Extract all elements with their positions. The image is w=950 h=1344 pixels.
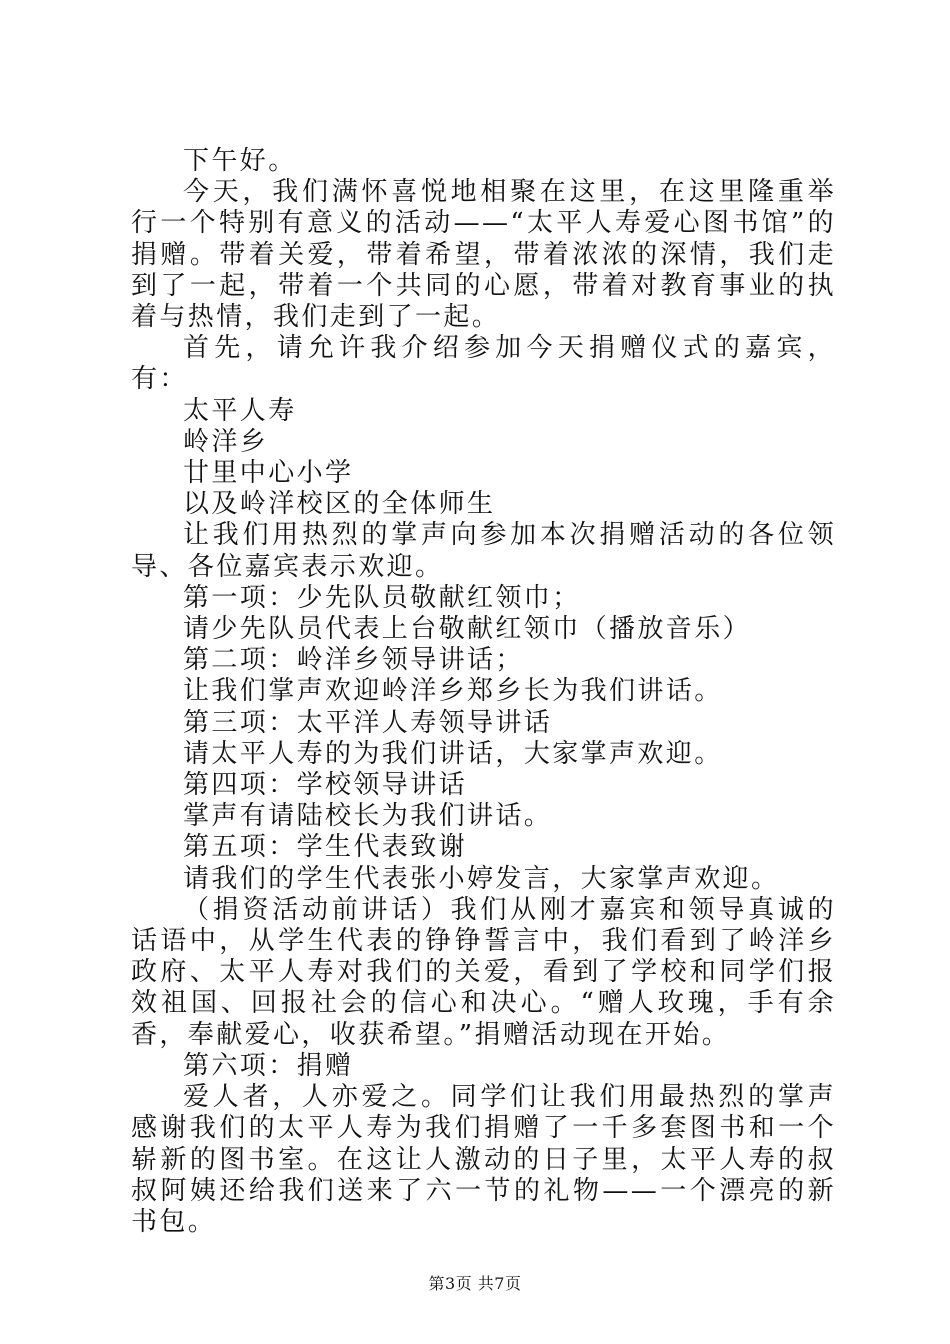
agenda-item-3-detail: 请太平人寿的为我们讲话，大家掌声欢迎。 xyxy=(183,738,723,769)
agenda-item-2: 第二项：岭洋乡领导讲话； xyxy=(183,645,524,676)
agenda-item-5: 第五项：学生代表致谢 xyxy=(183,832,468,863)
paragraph-pre-donation-speech: （捐资活动前讲话）我们从刚才嘉宾和领导真诚的话语中，从学生代表的铮铮誓言中，我们看到了岭洋乡政府、太平人寿对我们的关爱，看到了学校和同学们报效祖国、回报社会的信心和决心。“赠人玫瑰，手有余香，奉献爱心，收获希望。”捐赠活动现在开始。 xyxy=(131,894,836,1050)
agenda-item-5-detail: 请我们的学生代表张小婷发言，大家掌声欢迎。 xyxy=(183,863,780,894)
agenda-item-1-detail: 请少先队员代表上台敬献红领巾（播放音乐） xyxy=(183,614,752,645)
agenda-item-3: 第三项：太平洋人寿领导讲话 xyxy=(183,707,553,738)
guest-lingyang-campus: 以及岭洋校区的全体师生 xyxy=(183,489,496,520)
agenda-item-4: 第四项：学校领导讲话 xyxy=(183,770,468,801)
guest-taiping-life: 太平人寿 xyxy=(183,395,297,426)
agenda-item-4-detail: 掌声有请陆校长为我们讲话。 xyxy=(183,801,553,832)
paragraph-welcome: 让我们用热烈的掌声向参加本次捐赠活动的各位领导、各位嘉宾表示欢迎。 xyxy=(131,520,836,582)
document-body xyxy=(131,146,836,1238)
agenda-item-1: 第一项：少先队员敬献红领巾； xyxy=(183,582,581,613)
guest-lingyang-township: 岭洋乡 xyxy=(183,426,269,457)
paragraph-guest-intro: 首先，请允许我介绍参加今天捐赠仪式的嘉宾，有： xyxy=(131,333,836,395)
guest-nianli-school: 廿里中心小学 xyxy=(183,458,354,489)
paragraph-donation-thanks: 爱人者，人亦爱之。同学们让我们用最热烈的掌声感谢我们的太平人寿为我们捐赠了一千多套图书和一个崭新的图书室。在这让人激动的日子里，太平人寿的叔叔阿姨还给我们送来了六一节的礼物——一个漂亮的新书包。 xyxy=(131,1082,836,1237)
agenda-item-2-detail: 让我们掌声欢迎岭洋乡郑乡长为我们讲话。 xyxy=(183,676,723,707)
page-number-footer: 第3页 共7页 xyxy=(428,1274,522,1293)
paragraph-opening: 今天，我们满怀喜悦地相聚在这里，在这里隆重举行一个特别有意义的活动——“太平人寿爱心图书馆”的捐赠。带着关爱，带着希望，带着浓浓的深情，我们走到了一起，带着一个共同的心愿，带着对教育事业的执着与热情，我们走到了一起。 xyxy=(131,177,836,333)
paragraph-greeting: 下午好。 xyxy=(183,146,297,176)
agenda-item-6: 第六项：捐赠 xyxy=(183,1050,354,1081)
